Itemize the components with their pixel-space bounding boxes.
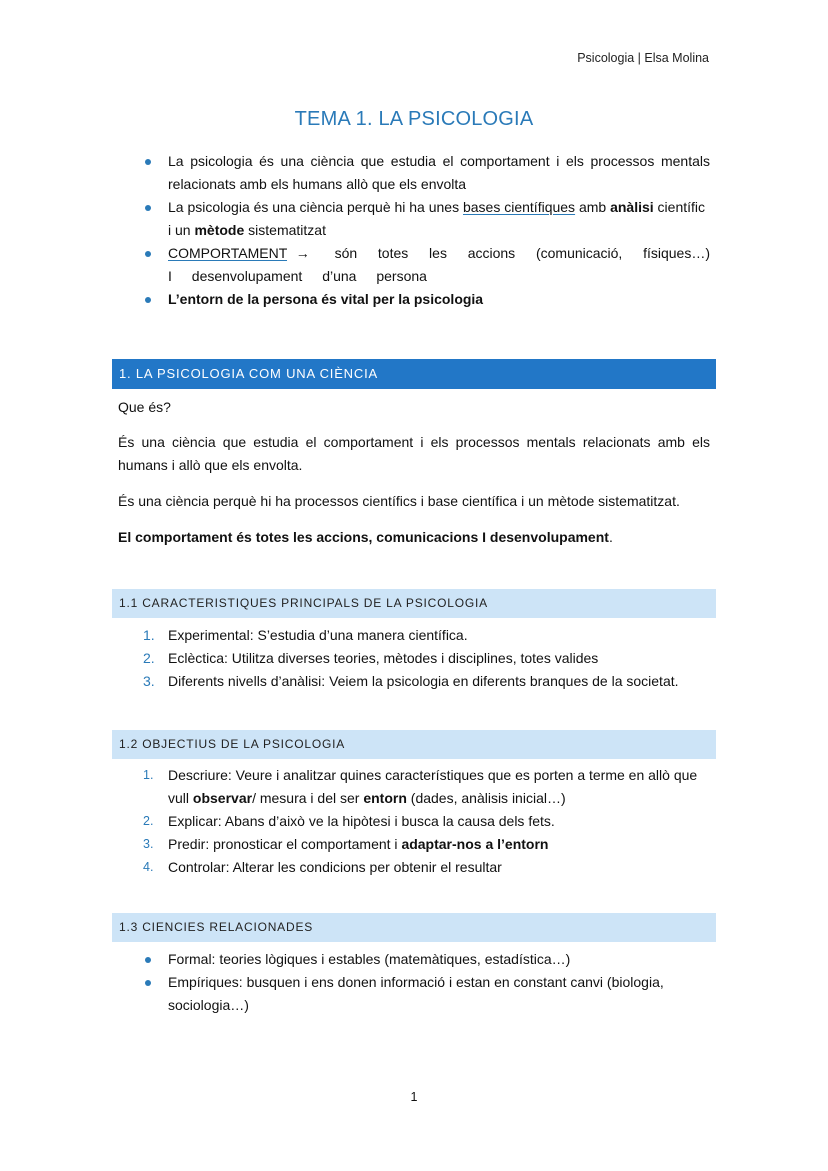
list-item bbox=[168, 242, 710, 288]
item-text: Eclèctica: Utilitza diverses teories, mètodes i disciplines, totes valides bbox=[168, 650, 599, 666]
bold-term: anàlisi bbox=[610, 199, 654, 215]
item-number: 1. bbox=[143, 627, 155, 643]
question-text: Que és? bbox=[118, 399, 171, 415]
objectives-list bbox=[143, 764, 713, 879]
list-item bbox=[168, 196, 710, 242]
bold-term: mètode bbox=[194, 222, 245, 238]
bases-cientifiques-term: bases científiques bbox=[462, 199, 576, 215]
list-item bbox=[143, 624, 713, 647]
item-text: Predir: pronosticar el comportament i bbox=[168, 836, 402, 852]
item-number: 3. bbox=[143, 673, 155, 689]
page-title: TEMA 1. LA PSICOLOGIA bbox=[294, 108, 534, 130]
bullet-icon bbox=[145, 205, 151, 211]
comportament-term: COMPORTAMENT bbox=[168, 245, 288, 261]
period: . bbox=[608, 529, 613, 545]
list-item bbox=[143, 810, 713, 833]
arrow-right-icon: → bbox=[295, 245, 310, 261]
page-header: Psicologia | Elsa Molina bbox=[577, 51, 709, 65]
item-text: / mesura i del ser bbox=[252, 790, 364, 806]
item-text: (dades, anàlisis inicial…) bbox=[406, 790, 566, 806]
section-heading: 1.3 CIENCIES RELACIONADES bbox=[112, 913, 716, 942]
item-text: Empíriques: busquen i ens donen informació i estan en constant canvi (biologia, sociologia…) bbox=[168, 974, 664, 1013]
item-text: Controlar: Alterar les condicions per obtenir el resultar bbox=[168, 859, 502, 875]
intro-bullet-text: sistematitzat bbox=[244, 222, 326, 238]
bullet-icon bbox=[145, 980, 151, 986]
intro-bullet-text: La psicologia és una ciència que estudia el comportament i els processos mentals relacionats amb els humans allò que els envolta bbox=[168, 153, 710, 192]
bullet-icon bbox=[145, 251, 151, 257]
list-item bbox=[143, 647, 713, 670]
list-item bbox=[143, 833, 713, 856]
intro-bullet-list bbox=[168, 150, 710, 311]
intro-bullet-text: L’entorn de la persona és vital per la psicologia bbox=[168, 291, 484, 307]
item-text: Experimental: S’estudia d’una manera científica. bbox=[168, 627, 468, 643]
item-number: 2. bbox=[143, 814, 154, 828]
section-heading: 1.2 OBJECTIUS DE LA PSICOLOGIA bbox=[112, 730, 716, 759]
item-number: 2. bbox=[143, 650, 155, 666]
paragraph bbox=[118, 526, 710, 549]
list-item bbox=[143, 856, 713, 879]
intro-bullet-text: són totes les accions (comunicació, físiques…) I desenvolupament d’una persona bbox=[168, 245, 711, 284]
related-sciences-list bbox=[168, 948, 710, 1017]
item-text: Descriure: Veure i analitzar quines característiques que es porten a terme en allò que vull bbox=[168, 767, 698, 806]
item-text: Explicar: Abans d’això ve la hipòtesi i busca la causa dels fets. bbox=[168, 813, 555, 829]
intro-bullet-text: La psicologia és una ciència perquè hi ha unes bbox=[168, 199, 463, 215]
item-number: 3. bbox=[143, 837, 154, 851]
list-item bbox=[143, 670, 713, 693]
item-number: 4. bbox=[143, 860, 154, 874]
intro-bullet-text: científic i un bbox=[168, 199, 706, 238]
section-heading: 1.1 CARACTERISTIQUES PRINCIPALS DE LA PSICOLOGIA bbox=[112, 589, 716, 618]
section-heading: 1. LA PSICOLOGIA COM UNA CIÈNCIA bbox=[112, 359, 716, 389]
item-text: Diferents nivells d’anàlisi: Veiem la psicologia en diferents branques de la societat. bbox=[168, 673, 679, 689]
item-number: 1. bbox=[143, 768, 154, 782]
bullet-icon bbox=[145, 957, 151, 963]
bullet-icon bbox=[145, 297, 151, 303]
bold-term: entorn bbox=[363, 790, 407, 806]
paragraph: És una ciència que estudia el comportament i els processos mentals relacionats amb els humans i allò que els envolta. bbox=[118, 434, 710, 473]
list-item bbox=[168, 971, 710, 1017]
page-number: 1 bbox=[410, 1090, 418, 1104]
paragraph: És una ciència perquè hi ha processos científics i base científica i un mètode sistematitzat. bbox=[118, 493, 680, 509]
bold-term: adaptar-nos a l’entorn bbox=[401, 836, 549, 852]
bullet-icon bbox=[145, 159, 151, 165]
item-text: Formal: teories lògiques i estables (matemàtiques, estadística…) bbox=[168, 951, 571, 967]
bold-statement: El comportament és totes les accions, comunicacions I desenvolupament bbox=[118, 529, 609, 545]
bold-term: observar bbox=[192, 790, 253, 806]
list-item bbox=[168, 948, 710, 971]
list-item bbox=[168, 288, 710, 311]
list-item bbox=[143, 764, 713, 810]
list-item bbox=[168, 150, 710, 196]
intro-bullet-text: amb bbox=[575, 199, 611, 215]
characteristics-list bbox=[143, 624, 713, 693]
